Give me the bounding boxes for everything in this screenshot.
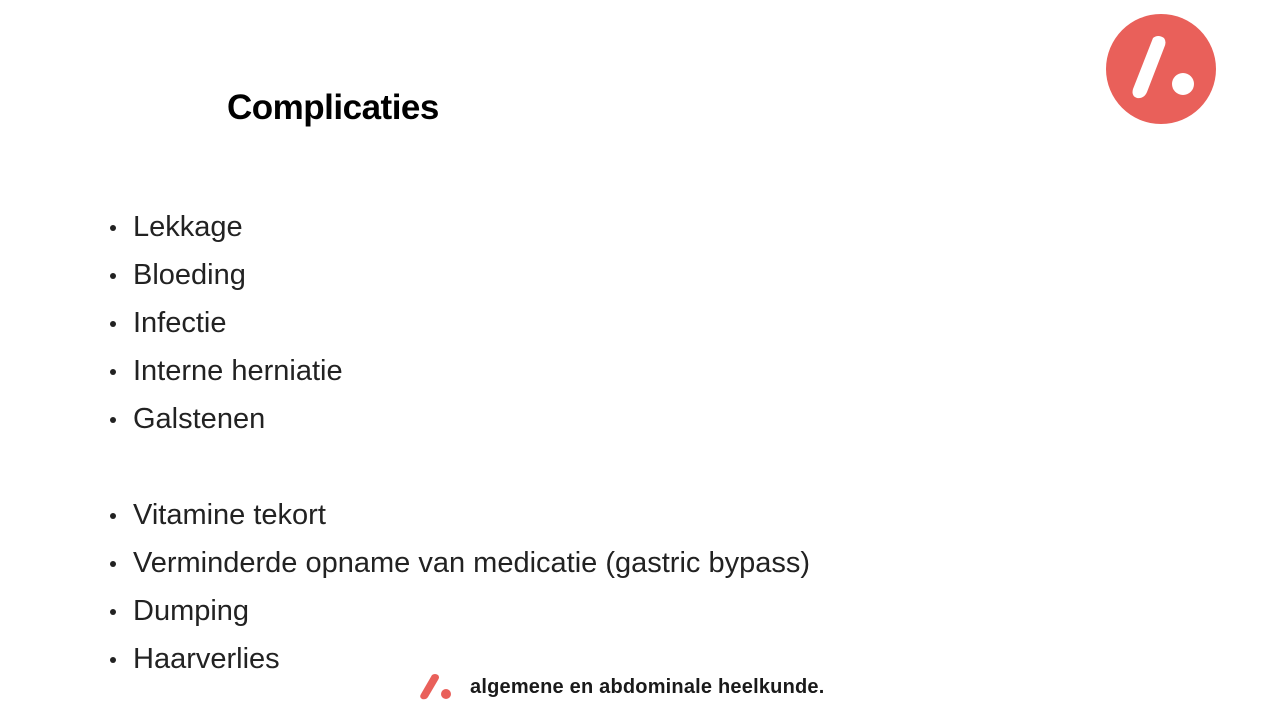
list-item: Galstenen (108, 395, 810, 443)
list-item: Haarverlies (108, 635, 810, 683)
list-item: Lekkage (108, 203, 810, 251)
complications-list (108, 203, 810, 683)
footer-brand (418, 672, 824, 702)
list-item: Dumping (108, 587, 810, 635)
brand-mark-icon (418, 673, 454, 701)
footer-brand-text: algemene en abdominale heelkunde. (470, 675, 825, 698)
slide-title: Complicaties (227, 88, 439, 127)
list-item: Bloeding (108, 251, 810, 299)
list-item: Verminderde opname van medicatie (gastric bypass) (108, 539, 810, 587)
list-item: Vitamine tekort (108, 491, 810, 539)
list-item: Infectie (108, 299, 810, 347)
list-item: Interne herniatie (108, 347, 810, 395)
brand-logo-icon (1106, 14, 1216, 124)
list-spacer (108, 443, 810, 491)
